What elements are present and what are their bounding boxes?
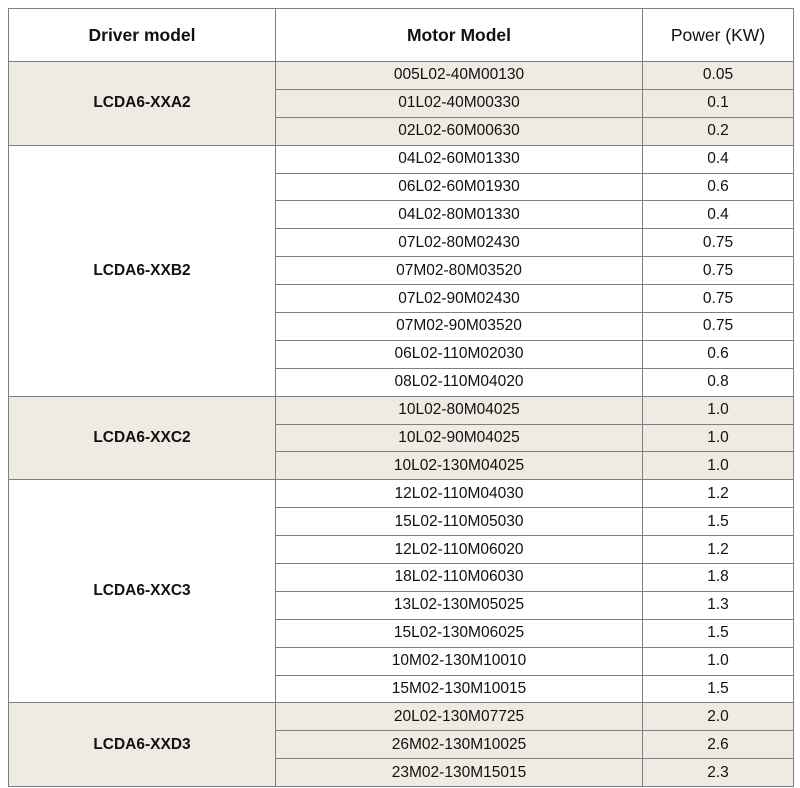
power-cell: 0.4	[643, 201, 794, 229]
motor-model-cell: 10L02-130M04025	[276, 452, 643, 480]
driver-model-header: Driver model	[9, 9, 276, 62]
power-cell: 1.8	[643, 564, 794, 592]
motor-model-cell: 10L02-80M04025	[276, 396, 643, 424]
motor-model-cell: 07L02-90M02430	[276, 285, 643, 313]
motor-model-cell: 12L02-110M04030	[276, 480, 643, 508]
motor-model-cell: 10L02-90M04025	[276, 424, 643, 452]
driver-model-cell: LCDA6-XXB2	[9, 145, 276, 396]
table-row	[9, 62, 794, 90]
motor-model-cell: 06L02-110M02030	[276, 340, 643, 368]
power-cell: 0.75	[643, 229, 794, 257]
motor-model-cell: 02L02-60M00630	[276, 117, 643, 145]
motor-model-cell: 07M02-90M03520	[276, 313, 643, 341]
motor-model-cell: 15L02-110M05030	[276, 508, 643, 536]
power-cell: 0.8	[643, 368, 794, 396]
motor-model-cell: 06L02-60M01930	[276, 173, 643, 201]
header-row	[9, 9, 794, 62]
driver-motor-compatibility-table	[8, 8, 794, 787]
driver-model-cell: LCDA6-XXD3	[9, 703, 276, 787]
driver-model-cell: LCDA6-XXC3	[9, 480, 276, 703]
motor-model-cell: 15L02-130M06025	[276, 619, 643, 647]
power-cell: 0.75	[643, 285, 794, 313]
motor-model-cell: 08L02-110M04020	[276, 368, 643, 396]
power-cell: 1.0	[643, 396, 794, 424]
motor-model-cell: 20L02-130M07725	[276, 703, 643, 731]
power-cell: 0.1	[643, 89, 794, 117]
motor-model-cell: 18L02-110M06030	[276, 564, 643, 592]
power-cell: 0.05	[643, 62, 794, 90]
power-cell: 0.6	[643, 340, 794, 368]
motor-model-header: Motor Model	[276, 9, 643, 62]
table-body	[9, 62, 794, 787]
power-cell: 0.4	[643, 145, 794, 173]
power-cell: 1.5	[643, 619, 794, 647]
power-cell: 2.6	[643, 731, 794, 759]
motor-model-cell: 04L02-60M01330	[276, 145, 643, 173]
table-row	[9, 396, 794, 424]
motor-model-cell: 13L02-130M05025	[276, 591, 643, 619]
power-cell: 2.3	[643, 759, 794, 787]
driver-model-cell: LCDA6-XXA2	[9, 62, 276, 146]
power-cell: 1.2	[643, 480, 794, 508]
motor-model-cell: 26M02-130M10025	[276, 731, 643, 759]
table-row	[9, 480, 794, 508]
motor-model-cell: 23M02-130M15015	[276, 759, 643, 787]
motor-model-cell: 12L02-110M06020	[276, 536, 643, 564]
driver-model-cell: LCDA6-XXC2	[9, 396, 276, 480]
power-cell: 1.5	[643, 508, 794, 536]
power-cell: 1.3	[643, 591, 794, 619]
motor-model-cell: 07L02-80M02430	[276, 229, 643, 257]
motor-model-cell: 10M02-130M10010	[276, 647, 643, 675]
power-cell: 0.2	[643, 117, 794, 145]
motor-model-cell: 07M02-80M03520	[276, 257, 643, 285]
table-row	[9, 145, 794, 173]
motor-model-cell: 04L02-80M01330	[276, 201, 643, 229]
power-cell: 1.2	[643, 536, 794, 564]
power-header: Power (KW)	[643, 9, 794, 62]
motor-model-cell: 01L02-40M00330	[276, 89, 643, 117]
power-cell: 0.75	[643, 257, 794, 285]
power-cell: 1.0	[643, 647, 794, 675]
motor-model-cell: 005L02-40M00130	[276, 62, 643, 90]
power-cell: 1.0	[643, 424, 794, 452]
power-cell: 1.0	[643, 452, 794, 480]
power-cell: 1.5	[643, 675, 794, 703]
power-cell: 2.0	[643, 703, 794, 731]
power-cell: 0.75	[643, 313, 794, 341]
motor-model-cell: 15M02-130M10015	[276, 675, 643, 703]
table-row	[9, 703, 794, 731]
power-cell: 0.6	[643, 173, 794, 201]
